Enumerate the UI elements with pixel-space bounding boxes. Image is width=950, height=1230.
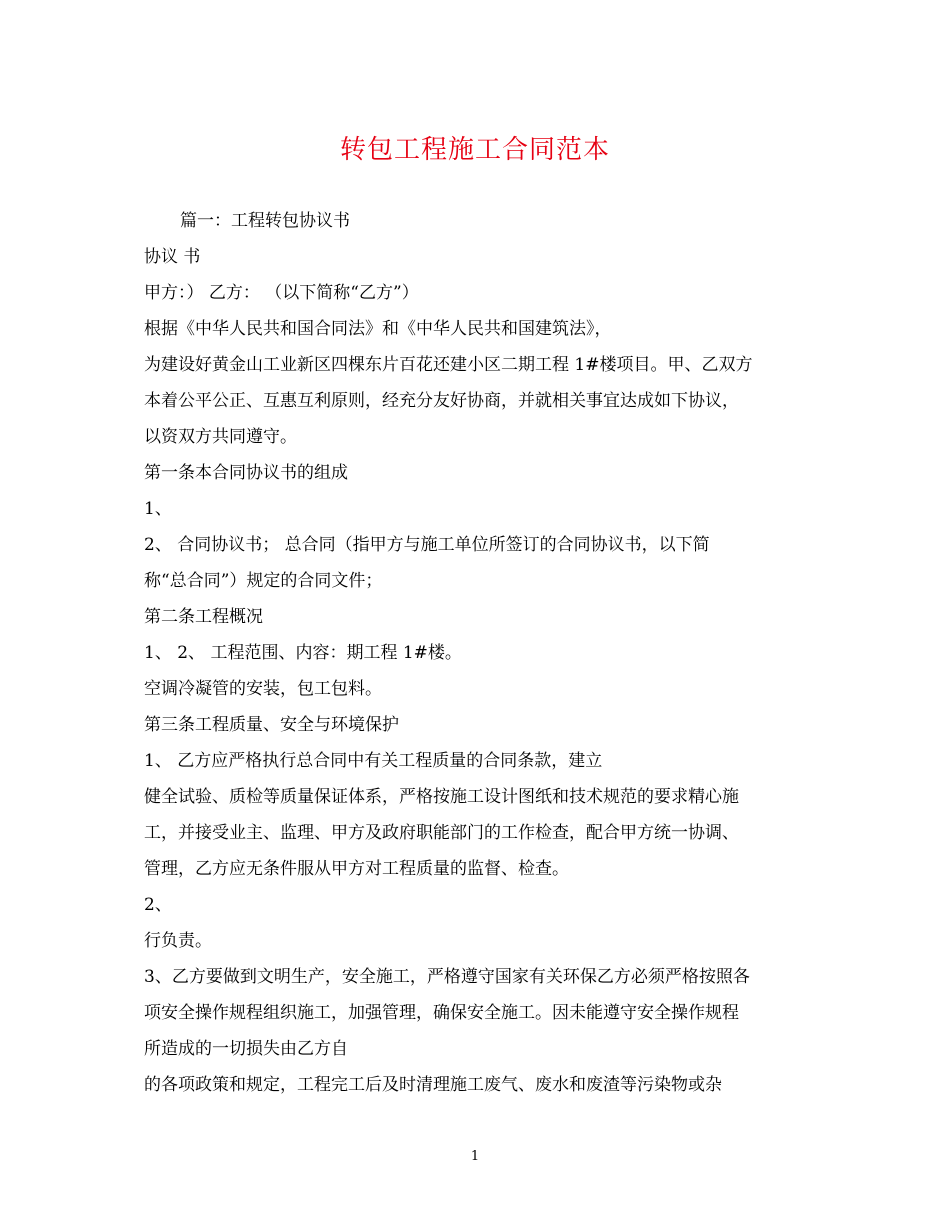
document-title: 转包工程施工合同范本 [339, 135, 610, 165]
paragraph-line: 行负责。 [144, 931, 212, 951]
paragraph-line: 健全试验、质检等质量保证体系，严格按施工设计图纸和技术规范的要求精心施 [144, 787, 739, 807]
paragraph-line: 协议 书 [144, 247, 201, 267]
paragraph-line: 根据《中华人民共和国合同法》和《中华人民共和国建筑法》， [144, 319, 612, 339]
paragraph-line: 2、 [144, 895, 172, 915]
paragraph-line: 为建设好黄金山工业新区四棵东片百花还建小区二期工程 1#楼项目。甲、乙双方 [144, 355, 753, 375]
document-body [144, 203, 824, 1103]
paragraph-line: 工，并接受业主、监理、甲方及政府职能部门的工作检查，配合甲方统一协调、 [144, 823, 739, 843]
paragraph-line: 以资双方共同遵守。 [144, 427, 297, 447]
paragraph-line: 1、 2、 工程范围、内容：期工程 1#楼。 [144, 643, 462, 663]
paragraph-line: 本着公平公正、互惠互利原则，经充分友好协商，并就相关事宜达成如下协议， [144, 391, 739, 411]
paragraph-line: 1、 乙方应严格执行总合同中有关工程质量的合同条款，建立 [144, 751, 603, 771]
paragraph-line: 3、乙方要做到文明生产，安全施工，严格遵守国家有关环保乙方必须严格按照各 [144, 967, 750, 987]
section-heading: 篇一：工程转包协议书 [180, 211, 350, 231]
page-number: 1 [470, 1149, 480, 1164]
paragraph-line: 的各项政策和规定，工程完工后及时清理施工废气、废水和废渣等污染物或杂 [144, 1075, 722, 1095]
paragraph-line: 所造成的一切损失由乙方自 [144, 1039, 348, 1059]
paragraph-line: 项安全操作规程组织施工，加强管理，确保安全施工。因未能遵守安全操作规程 [144, 1003, 739, 1023]
article-heading: 第一条本合同协议书的组成 [144, 463, 348, 483]
paragraph-line: 管理，乙方应无条件服从甲方对工程质量的监督、检查。 [144, 859, 569, 879]
paragraph-line: 1、 [144, 499, 172, 519]
paragraph-line: 甲方：） 乙方： （以下简称“乙方”） [144, 283, 419, 303]
article-heading: 第三条工程质量、安全与环境保护 [144, 715, 399, 735]
article-heading: 第二条工程概况 [144, 607, 263, 627]
paragraph-line: 空调冷凝管的安装，包工包料。 [144, 679, 382, 699]
paragraph-line: 称“总合同”）规定的合同文件； [144, 571, 383, 591]
paragraph-line: 2、 合同协议书； 总合同（指甲方与施工单位所签订的合同协议书，以下简 [144, 535, 710, 555]
